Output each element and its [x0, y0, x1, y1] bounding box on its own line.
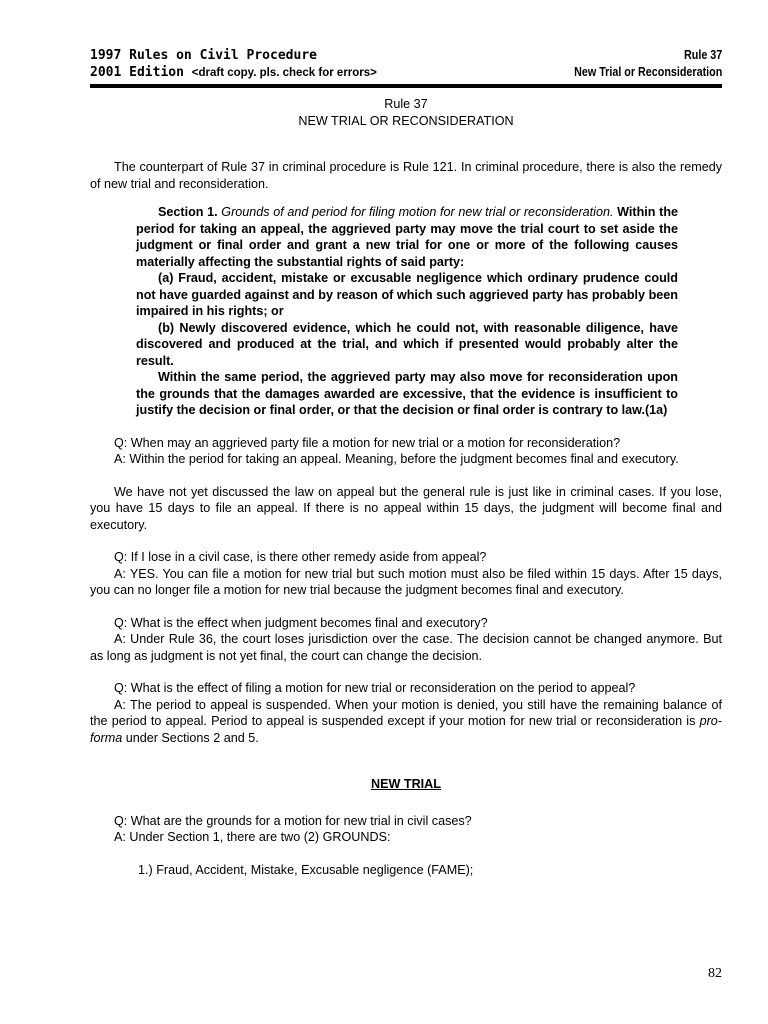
question-1: Q: When may an aggrieved party file a motion for new trial or a motion for reconsideration? — [114, 435, 621, 450]
answer-4-text: A: The period to appeal is suspended. When your motion is denied, you still have the remaining balance of the period to appeal. Period to appeal is suspended except if your motion for new trial or reconsideration is — [90, 697, 722, 728]
list-item: 1.) Fraud, Accident, Mistake, Excusable negligence (FAME); — [138, 862, 474, 877]
section-1-label: Section 1. — [158, 205, 218, 219]
running-header-right — [574, 47, 722, 81]
answer-1: A: Within the period for taking an appeal. Meaning, before the judgment becomes final and executory. — [114, 452, 679, 466]
header-rule-number: Rule 37 — [683, 48, 722, 62]
running-header-left — [90, 47, 377, 82]
header-edition-label: 2001 Edition — [90, 65, 192, 80]
intro-paragraph: The counterpart of Rule 37 in criminal procedure is Rule 121. In criminal procedure, there is also the remedy of new trial and reconsideration. — [90, 160, 722, 191]
section-1-closing: Within the same period, the aggrieved party may also move for reconsideration upon the grounds that the damages awarded are excessive, that the evidence is insufficient to justify the decision or final order, or that the decision or final order is contrary to law.(1a) — [136, 370, 678, 417]
rule-number: Rule 37 — [384, 97, 428, 111]
section-1-item-a: (a) Fraud, accident, mistake or excusable negligence which ordinary prudence could not have guarded against and by reason of which such aggrieved party has probably been impaired in his rights; or — [136, 271, 678, 318]
answer-4 — [90, 697, 722, 747]
document-body — [90, 96, 722, 878]
page-number: 82 — [708, 966, 722, 981]
answer-3: A: Under Rule 36, the court loses jurisdiction over the case. The decision cannot be changed anymore. But as long as judgment is not yet final, the court can change the decision. — [90, 632, 722, 663]
new-trial-heading: NEW TRIAL — [371, 777, 441, 791]
section-1-codal — [136, 204, 678, 419]
section-1-title: Grounds of and period for filing motion for new trial or reconsideration. — [221, 205, 614, 219]
answer-2: A: YES. You can file a motion for new trial but such motion must also be filed within 15 days. After 15 days, you can no longer file a motion for new trial because the judgment becomes final and executory. — [90, 566, 722, 597]
answer-4-tail: under Sections 2 and 5. — [122, 730, 259, 745]
header-book-title: 1997 Rules on Civil Procedure — [90, 48, 317, 63]
section-1-text: Within the period for taking an appeal, the aggrieved party may move the trial court to set aside the judgment or final order and grant a new trial for one or more of the following causes materially affecting the substantial rights of said party: — [136, 205, 679, 269]
appeal-paragraph: We have not yet discussed the law on appeal but the general rule is just like in criminal cases. If you lose, you have 15 days to file an appeal. If there is no appeal within 15 days, the judgment will become final and executory. — [90, 484, 722, 532]
qa-block-4 — [90, 680, 722, 746]
rule-title-block — [90, 96, 722, 129]
qa-block-5 — [90, 813, 722, 846]
question-5: Q: What are the grounds for a motion for new trial in civil cases? — [114, 813, 472, 828]
question-4: Q: What is the effect of filing a motion for new trial or reconsideration on the period to appeal? — [114, 681, 636, 695]
question-2: Q: If I lose in a civil case, is there other remedy aside from appeal? — [114, 550, 487, 564]
header-edition — [90, 64, 377, 82]
section-1-item-b: (b) Newly discovered evidence, which he could not, with reasonable diligence, have discovered and produced at the trial, and which if presented would probably alter the result. — [136, 320, 678, 368]
qa-block-1 — [90, 435, 722, 468]
rule-name: NEW TRIAL OR RECONSIDERATION — [298, 113, 514, 128]
question-3: Q: What is the effect when judgment becomes final and executory? — [114, 615, 488, 630]
section-1-heading — [136, 204, 678, 270]
header-rule-title: New Trial or Reconsideration — [573, 65, 722, 79]
answer-5: A: Under Section 1, there are two (2) GROUNDS: — [114, 830, 391, 844]
header-draft-note: <draft copy. pls. check for errors> — [191, 67, 377, 79]
answer-4-italic-term: pro-forma — [90, 714, 722, 745]
header-divider — [90, 84, 722, 88]
qa-block-2 — [90, 549, 722, 599]
qa-block-3 — [90, 615, 722, 665]
